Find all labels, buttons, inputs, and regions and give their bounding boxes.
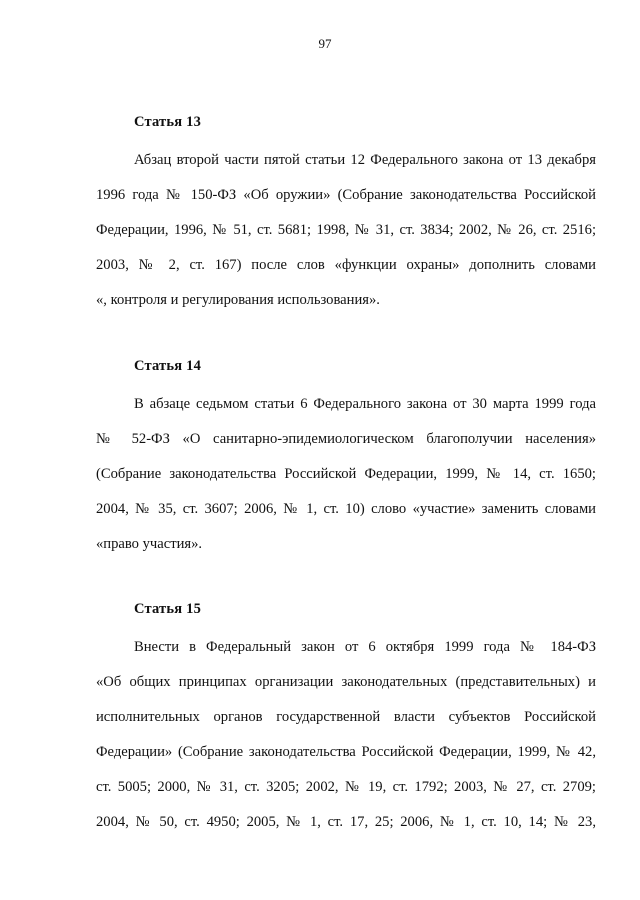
article-15-line-2: «Об общих принципах организации законодательных (представительных) и <box>96 674 596 690</box>
article-15-line-4: Федерации» (Собрание законодательства Российской Федерации, 1999, № 42, <box>96 744 596 760</box>
article-15-line-1: Внести в Федеральный закон от 6 октября 1999 года № 184-ФЗ <box>134 639 596 655</box>
article-14-line-5: «право участия». <box>96 536 203 552</box>
article-13-line-2: 1996 года № 150-ФЗ «Об оружии» (Собрание законодательства Российской <box>96 187 596 203</box>
article-13-text <box>96 143 596 318</box>
article-14-heading: Статья 14 <box>134 358 202 374</box>
article-15-line-6: 2004, № 50, ст. 4950; 2005, № 1, ст. 17, 25; 2006, № 1, ст. 10, 14; № 23, <box>96 814 596 830</box>
article-13-line-4: 2003, № 2, ст. 167) после слов «функции охраны» дополнить словами <box>96 257 596 273</box>
article-13-heading: Статья 13 <box>134 114 202 130</box>
article-14-line-1: В абзаце седьмом статьи 6 Федерального закона от 30 марта 1999 года <box>134 396 596 412</box>
article-15-line-3: исполнительных органов государственной власти субъектов Российской <box>96 709 596 725</box>
article-14-text <box>96 387 596 562</box>
article-13-line-5: «, контроля и регулирования использования». <box>96 292 380 308</box>
article-15-text <box>96 630 596 840</box>
article-14-line-4: 2004, № 35, ст. 3607; 2006, № 1, ст. 10) слово «участие» заменить словами <box>96 501 596 517</box>
article-15-heading: Статья 15 <box>134 601 202 617</box>
article-14-line-3: (Собрание законодательства Российской Федерации, 1999, № 14, ст. 1650; <box>96 466 596 482</box>
article-13-line-3: Федерации, 1996, № 51, ст. 5681; 1998, № 31, ст. 3834; 2002, № 26, ст. 2516; <box>96 222 596 238</box>
page-number: 97 <box>318 36 332 51</box>
article-14-line-2: № 52-ФЗ «О санитарно-эпидемиологическом благополучии населения» <box>96 431 596 447</box>
article-13-line-1: Абзац второй части пятой статьи 12 Федерального закона от 13 декабря <box>134 152 596 168</box>
article-15-line-5: ст. 5005; 2000, № 31, ст. 3205; 2002, № 19, ст. 1792; 2003, № 27, ст. 2709; <box>96 779 596 795</box>
